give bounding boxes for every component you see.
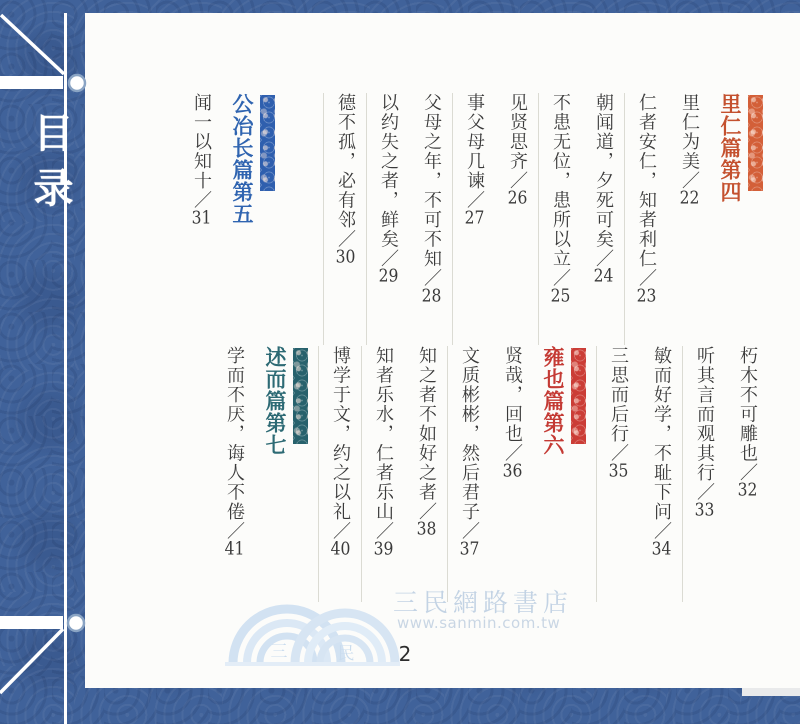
entry-text: 学而不厌，诲人不倦 [224, 346, 245, 522]
entry-page-number: 38 [416, 520, 437, 538]
entry-slash: ／ [593, 249, 614, 267]
entry-text: 不患无位，患所以立 [550, 93, 571, 269]
entry-text: 里仁为美 [679, 93, 700, 171]
entry-page-number: 40 [330, 539, 351, 558]
entry-page-number: 39 [373, 539, 394, 558]
entry-text: 知之者不如好之者 [416, 346, 437, 502]
entry-page-number: 33 [694, 500, 715, 519]
entry-text: 朽木不可雕也 [737, 346, 758, 463]
toc-entry [366, 93, 409, 345]
entry-slash: ／ [416, 502, 437, 520]
chapter-heading-text: 里仁篇第四 [718, 93, 743, 203]
toc-entry [596, 346, 639, 602]
entry-page-number: 28 [421, 286, 442, 305]
chapter-ornament-bar [260, 95, 275, 191]
entry-slash: ／ [608, 443, 629, 462]
toc-entry [409, 93, 452, 345]
entry-slash: ／ [694, 482, 715, 501]
next-page-edge [742, 688, 800, 696]
chapter-heading-text: 公冶长篇第五 [230, 93, 255, 225]
entry-text: 父母之年，不可不知 [421, 93, 442, 269]
entry-page-number: 27 [464, 208, 485, 227]
entry-page-number: 26 [507, 189, 528, 207]
entry-text: 敏而好学，不耻下问 [651, 346, 672, 522]
entry-page-number: 25 [550, 286, 571, 305]
chapter-heading-liren-4 [717, 93, 763, 345]
toc-entry [490, 346, 533, 602]
binding-ring-bottom-icon [68, 615, 84, 631]
toc-entry [667, 93, 710, 345]
entry-text: 见贤思齐 [507, 93, 528, 171]
entry-page-number: 35 [608, 461, 629, 480]
toc-entry [624, 93, 667, 345]
entry-page-number: 37 [459, 539, 480, 558]
toc-entry [495, 93, 538, 345]
entry-slash: ／ [459, 521, 480, 540]
entry-text: 德不孤，必有邻 [335, 93, 356, 230]
entry-slash: ／ [502, 443, 523, 462]
toc-entry [639, 346, 682, 602]
toc-entry [361, 346, 404, 602]
entry-text: 以约失之者，鲜矣 [378, 93, 399, 249]
chapter-ornament-bar [748, 95, 763, 191]
watermark-store-name: 三民網路書店 [393, 588, 574, 617]
chapter-ornament-bar [293, 348, 308, 444]
entry-page-number: 23 [636, 286, 657, 305]
logo-char-min: 民 [337, 644, 355, 664]
entry-page-number: 29 [378, 267, 399, 285]
chapter-ornament-bar [571, 348, 586, 444]
toc-row-top [101, 93, 768, 345]
entry-page-number: 36 [502, 461, 523, 480]
entry-slash: ／ [421, 268, 442, 287]
watermark-url: www.sanmin.com.tw [397, 614, 561, 632]
chapter-heading-yongye-6 [540, 346, 586, 602]
toc-title: 目录 [27, 112, 74, 222]
entry-slash: ／ [651, 521, 672, 540]
entry-text: 仁者安仁，知者利仁 [636, 93, 657, 269]
toc-entry [323, 93, 366, 345]
entry-slash: ／ [224, 521, 245, 540]
toc-entry [452, 93, 495, 345]
entry-slash: ／ [464, 190, 485, 209]
chapter-heading-text: 雍也篇第六 [541, 346, 566, 456]
toc-entry [212, 346, 255, 602]
entry-text: 贤哉，回也 [502, 346, 523, 444]
logo-baseline [225, 662, 400, 666]
entry-text: 博学于文，约之以礼 [330, 346, 351, 522]
chapter-heading-text: 述而篇第七 [263, 346, 288, 456]
sanmin-rainbow-logo-icon [225, 579, 400, 671]
page-number: 2 [398, 642, 412, 666]
entry-text: 听其言而观其行 [694, 346, 715, 483]
entry-page-number: 31 [191, 208, 212, 227]
binding-rings [0, 0, 100, 724]
entry-text: 闻一以知十 [191, 93, 212, 191]
entry-slash: ／ [636, 268, 657, 287]
entry-slash: ／ [330, 521, 351, 540]
entry-page-number: 22 [679, 189, 700, 207]
toc-row-bottom [101, 346, 768, 602]
book-page [85, 13, 800, 688]
entry-slash: ／ [378, 249, 399, 267]
chapter-heading-shuer-7 [262, 346, 308, 602]
entry-slash: ／ [373, 521, 394, 540]
entry-slash: ／ [335, 229, 356, 248]
entry-text: 知者乐水，仁者乐山 [373, 346, 394, 522]
toc-entry [581, 93, 624, 345]
entry-slash: ／ [191, 190, 212, 209]
toc-entry [318, 346, 361, 602]
entry-slash: ／ [550, 268, 571, 287]
entry-page-number: 34 [651, 539, 672, 558]
chapter-heading-gongyechang-5 [229, 93, 275, 345]
entry-page-number: 30 [335, 247, 356, 266]
toc-entry [447, 346, 490, 602]
entry-page-number: 24 [593, 267, 614, 285]
toc-entry [404, 346, 447, 602]
toc-entry [682, 346, 725, 602]
entry-slash: ／ [507, 171, 528, 189]
toc-entry [179, 93, 222, 345]
entry-text: 三思而后行 [608, 346, 629, 444]
binding-ring-top-icon [69, 75, 85, 91]
entry-text: 文质彬彬，然后君子 [459, 346, 480, 522]
entry-text: 事父母几谏 [464, 93, 485, 191]
entry-page-number: 32 [737, 481, 758, 499]
entry-page-number: 41 [224, 539, 245, 558]
logo-char-san: 三 [270, 642, 288, 662]
entry-slash: ／ [679, 171, 700, 189]
entry-text: 朝闻道，夕死可矣 [593, 93, 614, 249]
toc-entry [725, 346, 768, 602]
entry-slash: ／ [737, 463, 758, 481]
toc-entry [538, 93, 581, 345]
